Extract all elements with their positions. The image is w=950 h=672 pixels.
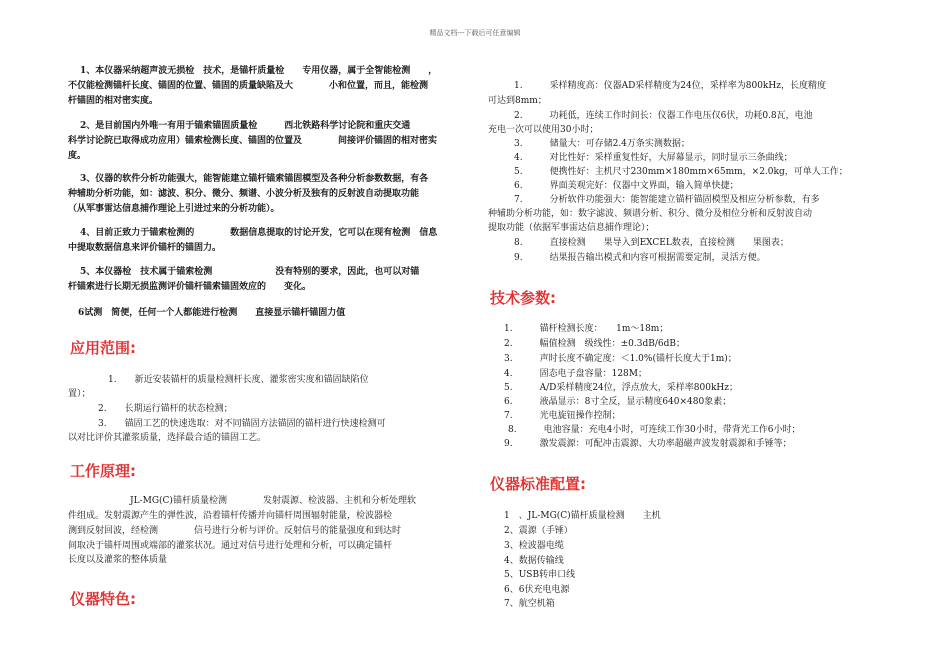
spec-line-5: 5. A/D采样精度24位，浮点放大，采样率800kHz； (504, 383, 739, 393)
config-line-6: 6、6伏充电电源 (504, 585, 570, 595)
intro-1-line-2: 不仅能检测锚杆长度、锚固的位置、锚固的质量缺陷及大 小和位置，而且，能检测 (68, 81, 429, 91)
intro-1-line-1: 1、本仪器采纳超声波无损检 技术，是锚杆质量检 专用仪器，属于全智能检测 ， (80, 66, 438, 76)
intro-2-line-1: 2、是目前国内外唯一有用于锚索锚固质量检 西北铁路科学讨论院和重庆交通 (80, 121, 411, 131)
config-line-1: 1 、JL-MG(C)锚杆质量检测 主机 (504, 511, 661, 521)
intro-2-line-3: 度。 (68, 151, 87, 161)
intro-3-line-2: 种辅助分析功能，如：滤波、积分、微分、频谱、小波分析及独有的反射波自动提取功能 (68, 189, 420, 199)
feature-line-10: 种辅助分析功能，如：数字滤波、频谱分析、积分、微分及相位分析和反射波自动 (488, 209, 813, 219)
principle-line-3: 测到反射回波，经检测 信号进行分析与评价。反射信号的能量强度和到达时 (68, 526, 402, 536)
intro-1-line-3: 杆锚固的相对密实度。 (68, 96, 159, 106)
config-line-7: 7、航空机箱 (504, 599, 555, 609)
feature-line-5: 3. 储量大：可存储2.4万条实测数据； (514, 139, 690, 149)
intro-4-line-2: 中提取数据信息来评价锚杆的锚固力。 (68, 243, 222, 253)
spec-line-8: 8. 电池容量：充电4小时，可连续工作30小时，带背光工作6小时； (508, 425, 801, 435)
feature-line-4: 充电一次可以使用30小时； (488, 125, 599, 135)
spec-line-7: 7. 光电旋钮操作控制； (504, 411, 621, 421)
feature-line-11: 提取功能（依据军事雷达信息捕作理论）； (488, 223, 655, 233)
section-title-specs: 技术参数: (490, 289, 556, 307)
config-line-5: 5、USB转串口线 (504, 570, 576, 580)
application-line-3: 2. 长期运行锚杆的状态检测； (98, 404, 233, 414)
feature-line-7: 5. 便携性好：主机尺寸230mm×180mm×65mm，×2.0kg，可单人工作； (514, 167, 848, 177)
feature-line-6: 4. 对比性好：采样重复性好，大屏幕显示，同时显示三条曲线； (514, 153, 793, 163)
feature-line-1: 1. 采样精度高：仪器AD采样精度为24位，采样率为800kHz，长度精度 (514, 81, 826, 91)
intro-6-line: 6试测 简便，任何一个人都能进行检测 直接显示锚杆锚固力值 (78, 308, 346, 318)
application-line-2: 置）； (68, 389, 91, 399)
feature-line-9: 7. 分析软件功能强大：能智能建立锚杆锚固模型及相应分析参数，有多 (514, 195, 820, 205)
spec-line-4: 4. 固态电子盘容量：128M； (504, 369, 647, 379)
principle-line-5: 长度以及灌浆的整体质量 (68, 555, 168, 565)
spec-line-6: 6. 液晶显示：8寸全反，显示精度640×480象素； (504, 397, 732, 407)
feature-line-13: 9. 结果报告输出模式和内容可根据需要定制，灵活方便。 (514, 253, 766, 263)
intro-5-line-1: 5、本仪器检 技术属于锚索检测 没有特别的要求，因此，也可以对锚 (80, 267, 420, 277)
section-title-features: 仪器特色: (70, 590, 136, 608)
application-line-5: 以对比评价其灌浆质量，选择最合适的锚固工艺。 (68, 433, 267, 443)
config-line-2: 2、震源（手锤） (504, 526, 573, 536)
principle-line-4: 间取决于锚杆周围或端部的灌浆状况。通过对信号进行处理和分析，可以确定锚杆 (68, 541, 393, 551)
feature-line-8: 6. 界面美观完好：仪器中文界面，输入简单快捷； (514, 181, 739, 191)
application-line-1: 1. 新近安装锚杆的质量检测杆长度、灌浆密实度和锚固缺陷位 (108, 375, 369, 385)
spec-line-3: 3. 声时长度不确定度：＜1.0%(锚杆长度大于1m)； (504, 354, 737, 364)
principle-line-2: 件组成。发射震源产生的弹性波，沿着锚杆传播并向锚杆周围辐射能量，检波器检 (68, 511, 393, 521)
config-line-3: 3、检波器电缆 (504, 541, 564, 551)
intro-4-line-1: 4、目前正致力于锚索检测的 数据信息提取的讨论开发，它可以在现有检测 信息 (80, 228, 438, 238)
feature-line-3: 2. 功耗低，连续工作时间长：仪器工作电压仅6伏，功耗0.8瓦，电池 (514, 111, 813, 121)
header-note: 精品文档---下载后可任意编辑 (429, 29, 521, 37)
intro-3-line-1: 3、仪器的软件分析功能强大，能智能建立锚杆锚索锚固模型及各种分析参数数据，有各 (80, 174, 429, 184)
feature-line-12: 8. 直接检测 果导入到EXCEL数表，直接检测 果图表； (514, 238, 789, 248)
application-line-4: 3. 锚固工艺的快速选取：对不同锚固方法锚固的锚杆进行快速检测可 (98, 419, 386, 429)
spec-line-9: 9. 激发震源：可配冲击震源、大功率超磁声波发射震源和手锤等； (504, 439, 792, 449)
intro-3-line-3: （从军事雷达信息捕作理论上引进过来的分析功能）。 (68, 204, 280, 214)
feature-line-2: 可达到8mm； (488, 96, 547, 106)
section-title-config: 仪器标准配置: (490, 475, 586, 493)
section-title-application: 应用范围: (70, 339, 136, 357)
config-line-4: 4、数据传输线 (504, 556, 564, 566)
spec-line-2: 2. 幅值检测 级线性：±0.3dB/6dB； (504, 339, 685, 349)
principle-line-1: JL-MG(C)锚杆质量检测 发射震源、检波器、主机和分析处理软 (130, 496, 416, 506)
spec-line-1: 1. 锚杆检测长度： 1m～18m； (504, 324, 669, 334)
intro-5-line-2: 杆锚索进行长期无损监测评价锚杆锚索锚固效应的 变化。 (68, 282, 312, 292)
intro-2-line-2: 科学讨论院已取得成功应用）锚索检测长度、锚固的位置及 间接评价锚固的相对密实 (68, 136, 438, 146)
section-title-principle: 工作原理: (70, 462, 136, 480)
